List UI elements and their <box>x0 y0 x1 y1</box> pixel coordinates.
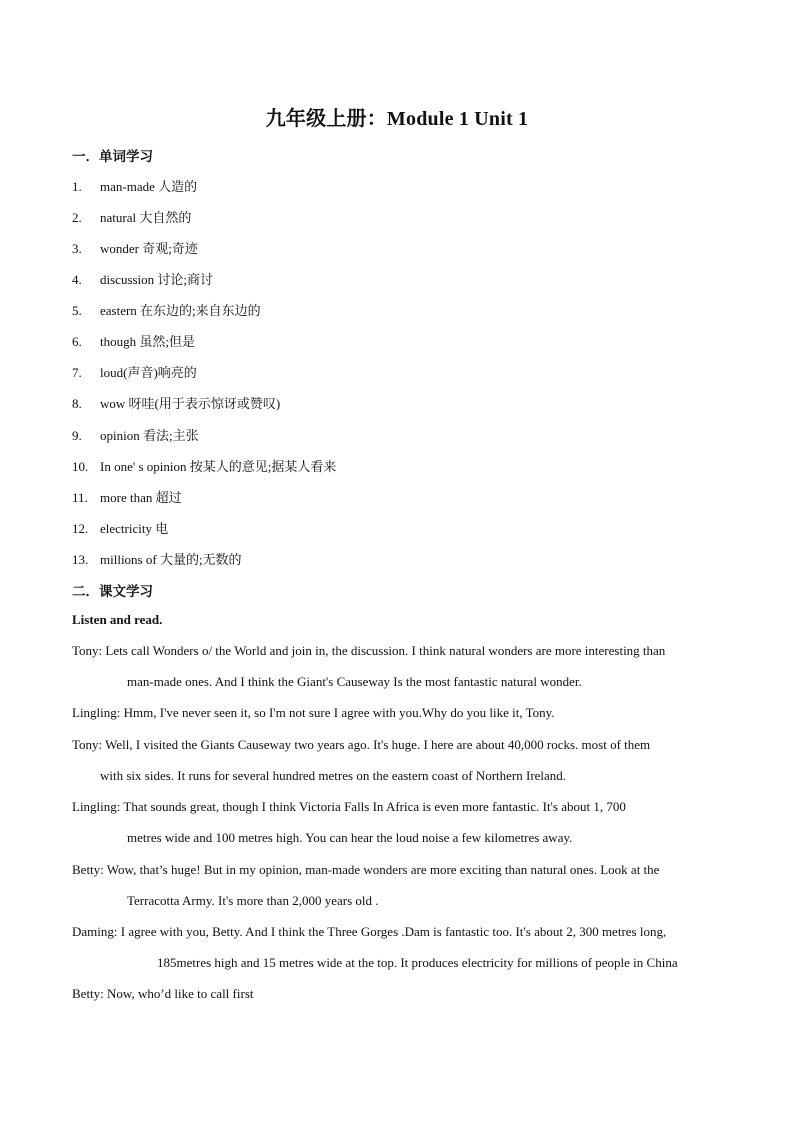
section-heading-vocabulary: 一．单词学习 <box>72 149 153 164</box>
list-item <box>72 269 213 288</box>
item-text: more than 超过 <box>100 490 182 505</box>
item-text: though 虽然;但是 <box>100 334 195 349</box>
list-item <box>72 331 195 350</box>
list-item <box>72 487 182 506</box>
item-number: 6. <box>72 334 82 349</box>
item-number: 7. <box>72 365 82 380</box>
item-text: wonder 奇观;奇迹 <box>100 241 198 256</box>
item-text: man-made 人造的 <box>100 179 198 194</box>
dialogue-line: metres wide and 100 metres high. You can hear the loud noise a few kilometres away. <box>127 830 573 845</box>
item-text: millions of 大量的;无数的 <box>100 552 242 567</box>
list-item <box>72 549 242 568</box>
dialogue-line: Lingling: That sounds great, though I think Victoria Falls In Africa is even more fantastic. It's about 1, 700 <box>72 799 626 814</box>
item-text: eastern 在东边的;来自东边的 <box>100 303 261 318</box>
item-text: opinion 看法;主张 <box>100 428 199 443</box>
dialogue-line: with six sides. It runs for several hundred metres on the eastern coast of Northern Ireland. <box>100 768 567 783</box>
item-number: 13. <box>72 552 89 567</box>
list-item <box>72 393 280 412</box>
dialogue-line: Betty: Wow, that’s huge! But in my opinion, man-made wonders are more exciting than natural ones. Look at the <box>72 862 660 877</box>
item-text: electricity 电 <box>100 521 169 536</box>
item-number: 1. <box>72 179 82 194</box>
item-number: 8. <box>72 396 82 411</box>
listen-and-read-heading: Listen and read. <box>72 612 163 627</box>
item-number: 5. <box>72 303 82 318</box>
item-text: discussion 讨论;商讨 <box>100 272 214 287</box>
item-number: 4. <box>72 272 82 287</box>
dialogue-line: Daming: I agree with you, Betty. And I think the Three Gorges .Dam is fantastic too. It's about 2, 300 metres long, <box>72 924 667 939</box>
list-item <box>72 456 336 475</box>
item-text: loud(声音)响亮的 <box>100 365 197 380</box>
list-item <box>72 300 261 319</box>
item-number: 11. <box>72 490 88 505</box>
list-item <box>72 425 199 444</box>
item-number: 12. <box>72 521 89 536</box>
list-item <box>72 518 168 537</box>
item-number: 9. <box>72 428 82 443</box>
dialogue-line: Tony: Well, I visited the Giants Causeway two years ago. It's huge. I here are about 40,000 rocks. most of them <box>72 737 651 752</box>
dialogue-line: man-made ones. And I think the Giant's Causeway Is the most fantastic natural wonder. <box>127 674 582 689</box>
item-text: wow 呀哇(用于表示惊讶或赞叹) <box>100 396 281 411</box>
dialogue-line: 185metres high and 15 metres wide at the top. It produces electricity for millions of people in China <box>157 955 678 970</box>
item-number: 2. <box>72 210 82 225</box>
dialogue-line: Lingling: Hmm, I've never seen it, so I'm not sure I agree with you.Why do you like it, Tony. <box>72 705 555 720</box>
list-item <box>72 238 198 257</box>
item-number: 3. <box>72 241 82 256</box>
dialogue-line: Betty: Now, who’d like to call first <box>72 986 254 1001</box>
item-text: natural 大自然的 <box>100 210 192 225</box>
dialogue-line: Terracotta Army. It's more than 2,000 years old . <box>127 893 379 908</box>
item-text: In one' s opinion 按某人的意见;据某人看来 <box>100 459 337 474</box>
page-title: 九年级上册：Module 1 Unit 1 <box>265 108 529 130</box>
item-number: 10. <box>72 459 89 474</box>
list-item <box>72 362 197 381</box>
list-item <box>72 207 191 226</box>
list-item <box>72 176 197 195</box>
dialogue-line: Tony: Lets call Wonders o/ the World and join in, the discussion. I think natural wonders are more interesting than <box>72 643 666 658</box>
section-heading-text-study: 二．课文学习 <box>72 584 153 599</box>
